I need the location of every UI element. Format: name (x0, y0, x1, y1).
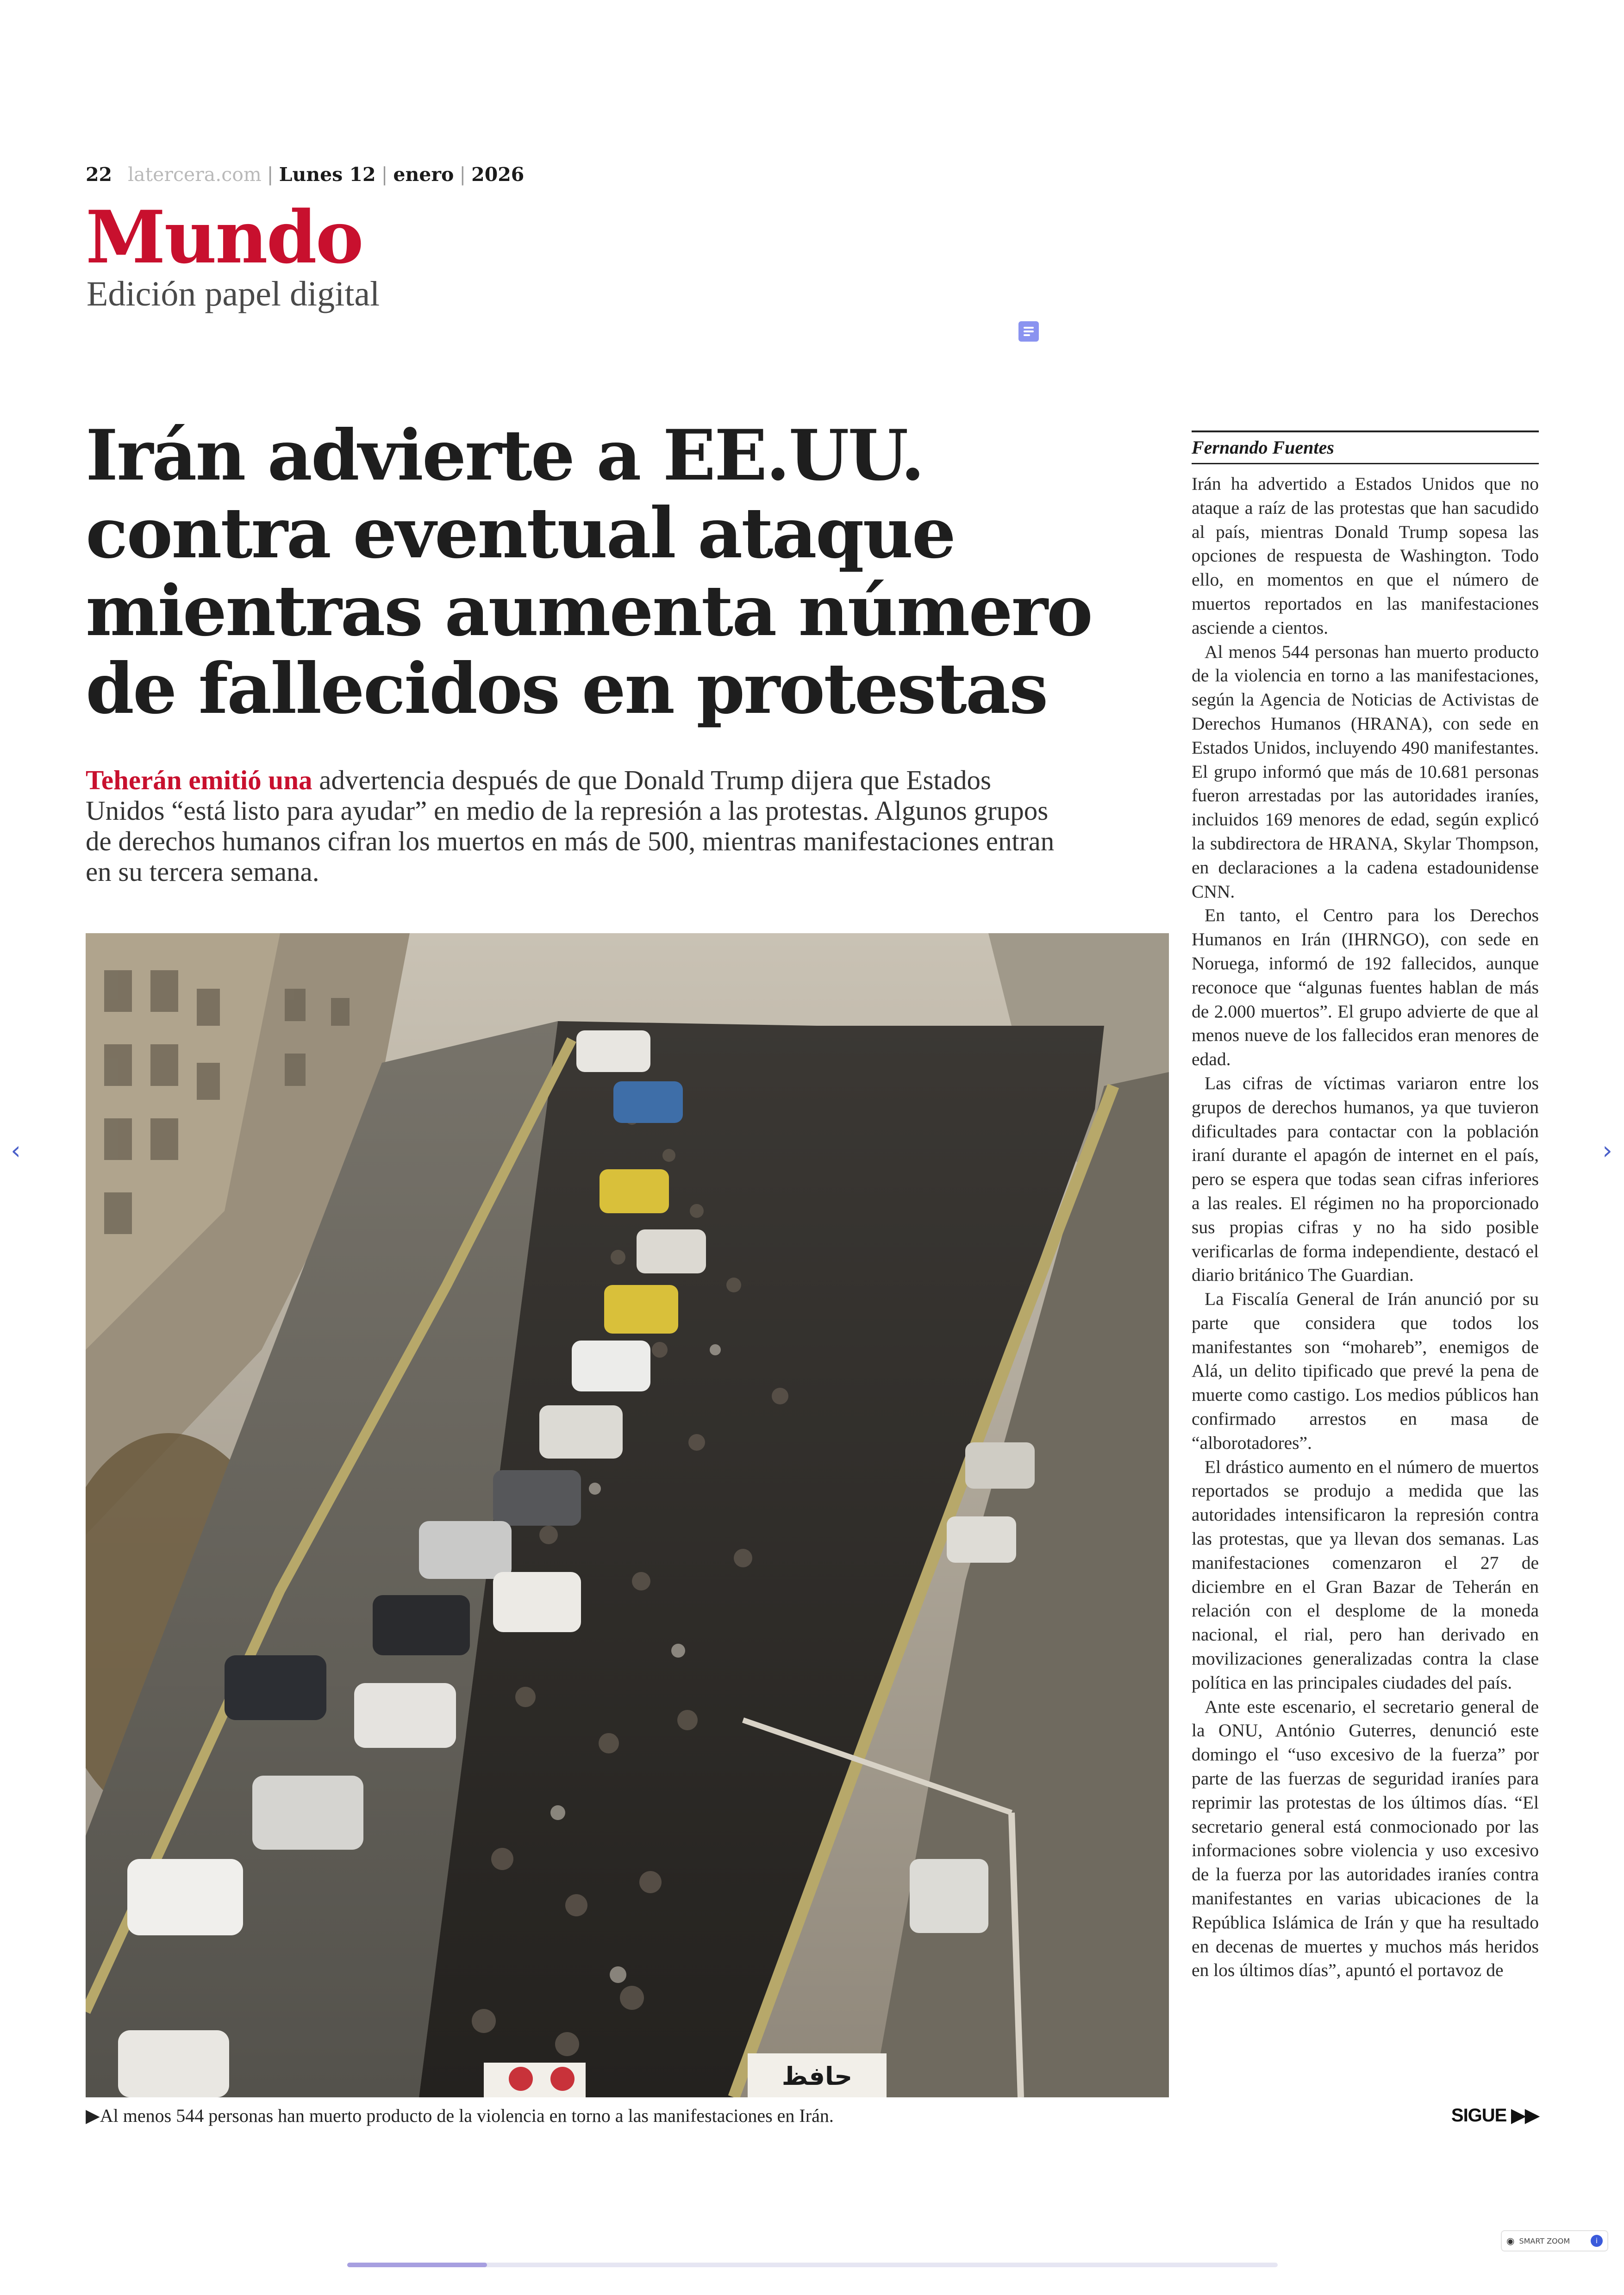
reading-progress-bar[interactable] (347, 2263, 1278, 2267)
headline-line: contra eventual ataque (86, 493, 955, 574)
article-body (1192, 472, 1539, 2083)
smart-zoom-button[interactable] (1501, 2230, 1608, 2251)
photo-sign-text: حافظ (781, 2062, 853, 2091)
folio-separator: | (381, 163, 388, 186)
eye-icon: ◉ (1506, 2235, 1515, 2246)
folio-separator: | (459, 163, 466, 186)
section-title: Mundo (86, 195, 362, 280)
article-headline (86, 417, 1160, 728)
body-paragraph: Irán ha advertido a Estados Unidos que no ataque a raíz de las protestas que han sacudido al país, mientras Donald Trump sopesa las opciones de respuesta de Washington. Todo ello, en momentos en que el número de muertos reportados en las manifestaciones asciende a cientos. (1192, 474, 1539, 638)
prev-page-arrow-icon[interactable]: ‹ (11, 1135, 21, 1165)
article-byline: Fernando Fuentes (1192, 430, 1539, 464)
article-lead (86, 765, 1067, 887)
folio-year: 2026 (471, 163, 525, 186)
continue-label: SIGUE ▶▶ (1451, 2105, 1539, 2126)
protest-photo-illustration (86, 933, 1169, 2097)
lead-text: advertencia después de que Donald Trump dijera que Estados Unidos “está listo para ayudar” en medio de la represión a las protestas. Algunos grupos de derechos humanos cifran los muertos en más de 500, mientras manifestaciones entran en su tercera semana. (86, 765, 1055, 887)
annotation-note-icon[interactable] (1018, 321, 1039, 342)
lead-kicker: Teherán emitió una (86, 765, 312, 795)
smart-zoom-label: SMART ZOOM (1519, 2236, 1570, 2245)
folio-day: Lunes 12 (279, 163, 376, 186)
page-number: 22 (86, 163, 112, 186)
body-paragraph: Ante este escenario, el secretario general de la ONU, António Guterres, denunció este domingo el “uso excesivo de la fuerza” por parte de las fuerzas de seguridad iraníes para reprimir las protestas de los últimos días. “El secretario general está conmocionado por las informaciones sobre violencia y uso excesivo de la fuerza por las autoridades iraníes contra manifestantes en varias ubicaciones de la República Islámica de Irán y que ha resultado en decenas de muertes y muchos más heridos en los últimos días”, apuntó el portavoz de (1192, 1696, 1539, 1981)
photo-caption: ▶Al menos 544 personas han muerto producto de la violencia en torno a las manifestaciones en Irán. (86, 2105, 834, 2126)
body-paragraph: Al menos 544 personas han muerto producto de la violencia en torno a las manifestaciones, según la Agencia de Noticias de Activistas de Derechos Humanos (HRANA), con sede en Estados Unidos, incluyendo 490 manifestantes. El grupo informó que más de 10.681 personas fueron arrestadas por las autoridades iraníes, incluidos 169 menores de edad, según explicó la subdirectora de HRANA, Skylar Thompson, en declaraciones a la cadena estadounidense CNN. (1192, 641, 1539, 902)
page-folio (86, 163, 524, 186)
body-paragraph: La Fiscalía General de Irán anunció por su parte que considera que todos los manifestantes son “mohareb”, enemigos de Alá, un delito tipificado que prevé la pena de muerte como castigo. Los medios públicos han confirmado arrestos en masa de “alborotadores”. (1192, 1289, 1539, 1453)
article-photo (86, 933, 1169, 2097)
body-paragraph: En tanto, el Centro para los Derechos Humanos en Irán (IHRNGO), con sede en Noruega, informó de 192 fallecidos, aunque reconoce que “algunas fuentes hablan de más de 2.000 muertos”. El grupo advierte de que al menos nueve de los fallecidos eran menores de edad. (1192, 905, 1539, 1070)
body-paragraph: Las cifras de víctimas variaron entre los grupos de derechos humanos, ya que tuvieron dificultades para contactar con la población iraní durante el apagón de internet en el país, pero se espera que todas sean cifras inferiores a las reales. El régimen no ha proporcionado sus propias cifras y no ha sido posible verificarlas de forma independiente, destacó el diario británico The Guardian. (1192, 1073, 1539, 1285)
folio-separator: | (267, 163, 274, 186)
info-badge-icon: i (1591, 2235, 1603, 2247)
edition-label: Edición papel digital (87, 274, 380, 313)
folio-month: enero (393, 163, 454, 186)
headline-line: de fallecidos en protestas (86, 648, 1047, 730)
reading-progress-fill (347, 2263, 487, 2267)
headline-line: Irán advierte a EE.UU. (86, 415, 924, 496)
next-page-arrow-icon[interactable]: › (1602, 1135, 1612, 1165)
site-name: latercera.com (128, 163, 262, 186)
headline-line: mientras aumenta número (86, 570, 1092, 652)
body-paragraph: El drástico aumento en el número de muertos reportados se produjo a medida que las autoridades intensificaron la represión contra las protestas, que ya llevan dos semanas. Las manifestaciones comenzaron el 27 de diciembre en el Gran Bazar de Teherán en relación con el desplome de la moneda nacional, el rial, pero han derivado en movilizaciones generalizadas contra la clase política en las principales ciudades del país. (1192, 1456, 1539, 1693)
